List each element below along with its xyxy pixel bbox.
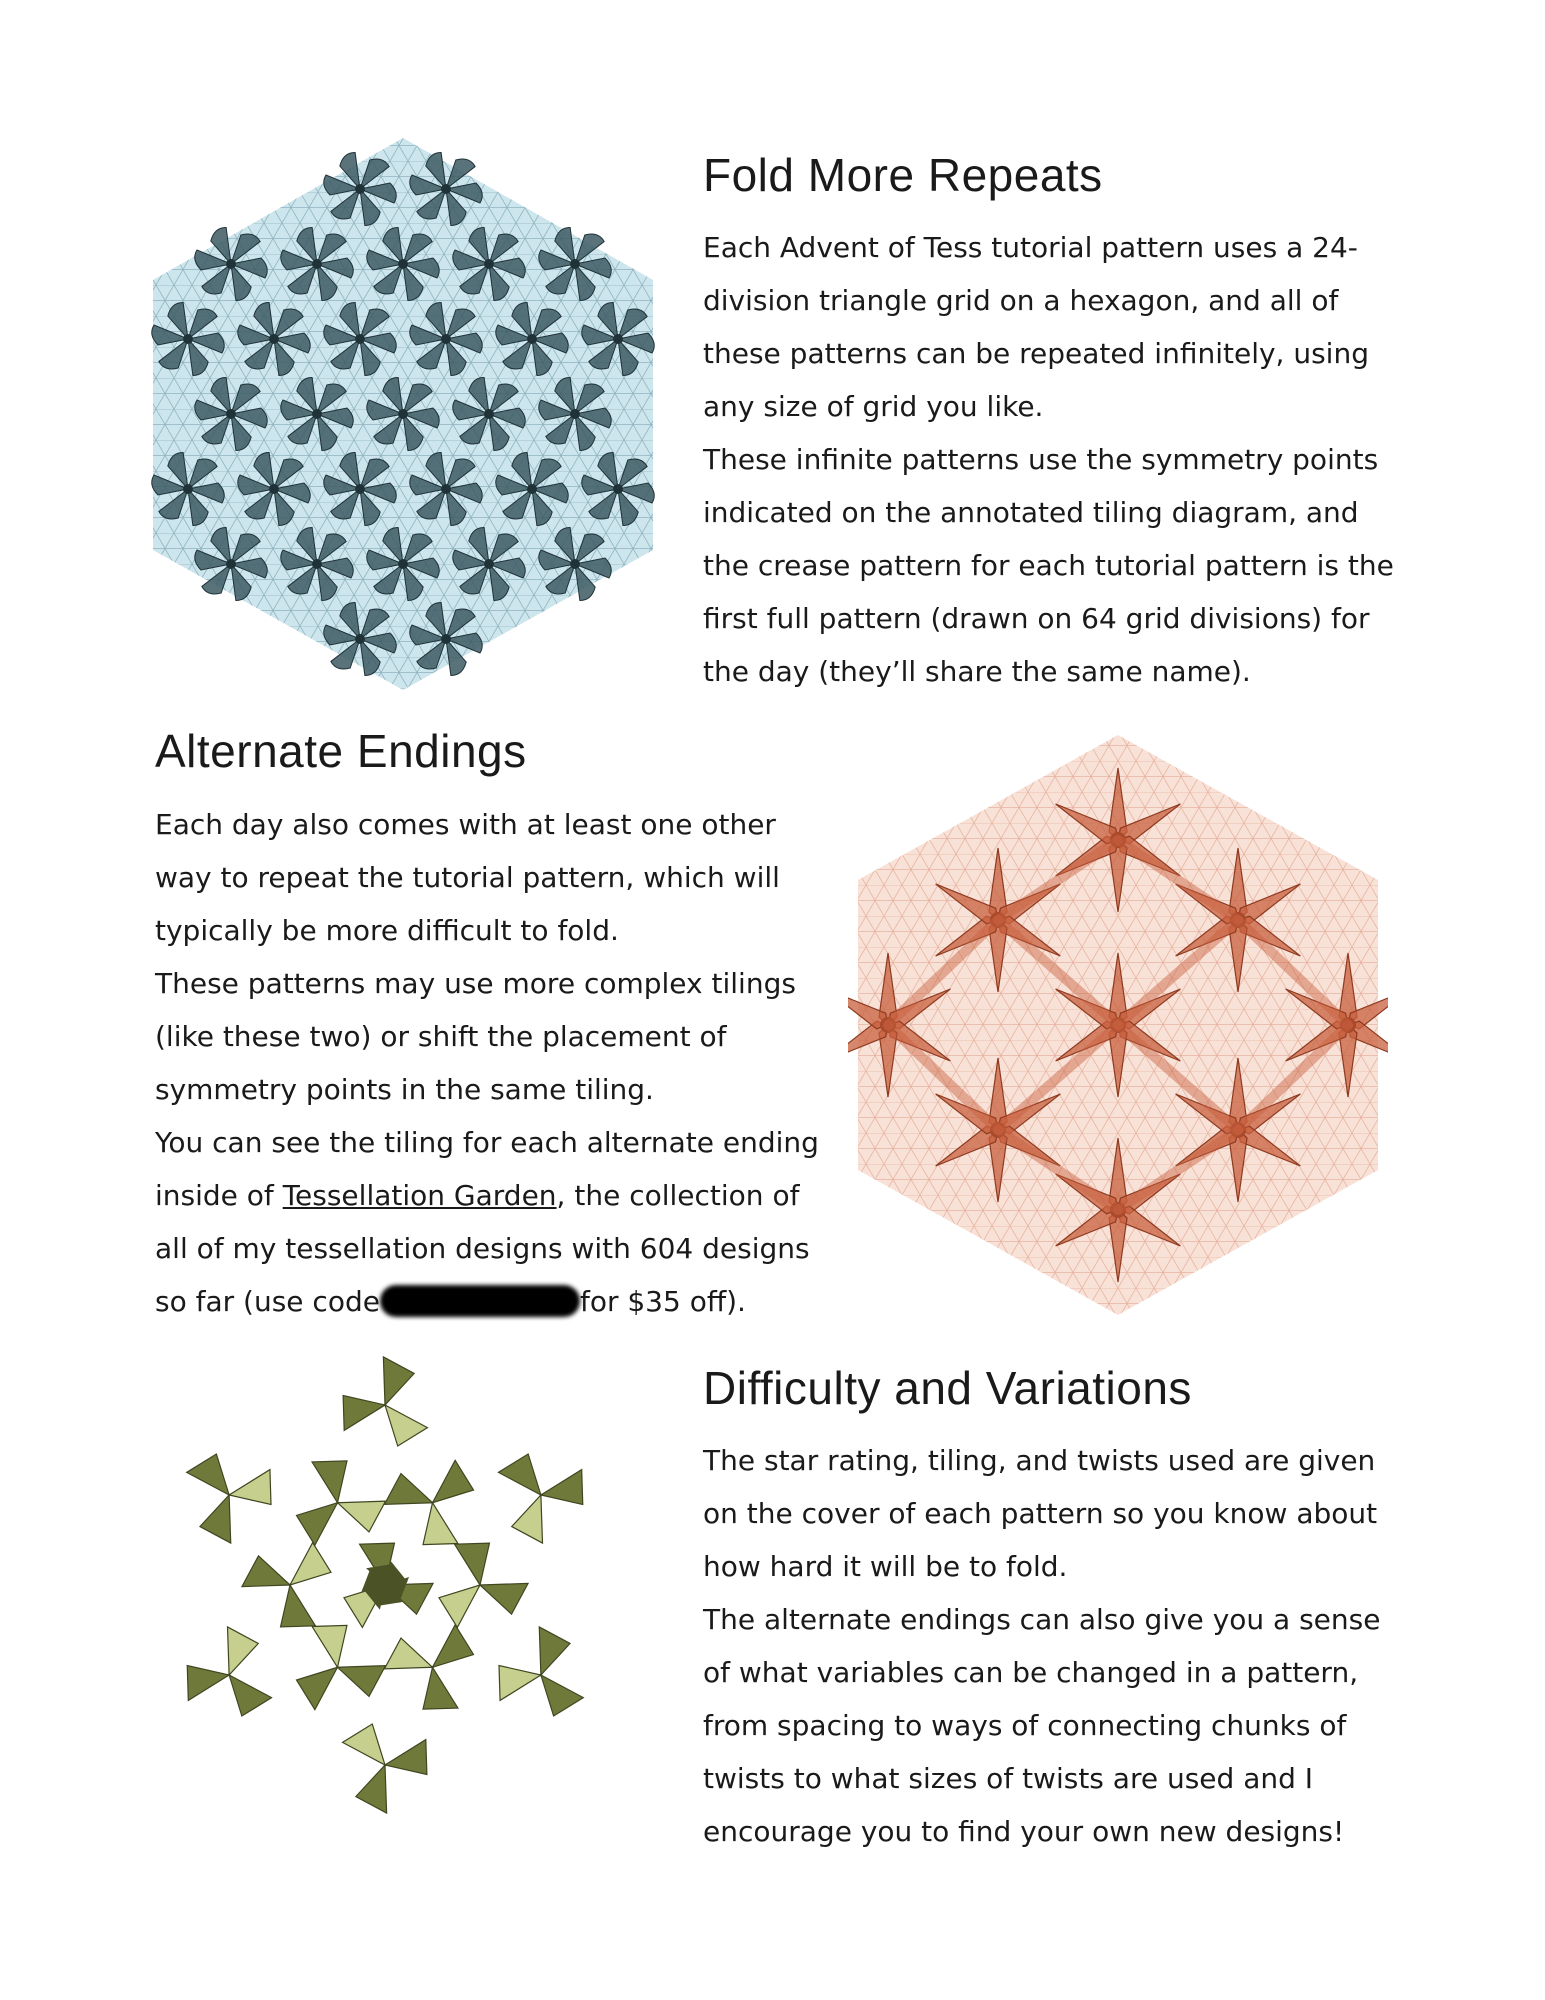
green-tessellation-image: [160, 1355, 610, 1815]
alternate-endings-heading: Alternate Endings: [155, 725, 527, 777]
fold-more-text: [703, 221, 1403, 698]
fold-more-heading: Fold More Repeats: [703, 149, 1103, 201]
difficulty-paragraph-2: The alternate endings can also give you a sense of what variables can be changed in a pattern, from spacing to ways of connecting chunks of twists to what sizes of twists are used and I encourage you to find your own new designs!: [703, 1603, 1381, 1848]
orange-tessellation-image: [848, 730, 1388, 1320]
alternate-p3-end: for $35 off).: [579, 1285, 746, 1318]
fold-more-paragraph-2: These infinite patterns use the symmetry points indicated on the annotated tiling diagram, and the crease pattern for each tutorial pattern is the first full pattern (drawn on 64 grid divisions) for the day (they’ll share the same name).: [703, 443, 1394, 688]
fold-more-paragraph-1: Each Advent of Tess tutorial pattern uses a 24-division triangle grid on a hexagon, and all of these patterns can be repeated infinitely, using any size of grid you like.: [703, 231, 1369, 423]
green-twist: [173, 1619, 281, 1735]
alternate-paragraph-3: [155, 1116, 835, 1328]
alternate-p3-start: You can see the tiling for each alternate ending inside of: [155, 1126, 819, 1212]
redacted-code: [380, 1285, 580, 1317]
difficulty-text: [703, 1434, 1403, 1858]
difficulty-heading: Difficulty and Variations: [703, 1362, 1192, 1414]
green-twist: [161, 1429, 290, 1558]
alternate-p3-middle: , the collection of all of my tessellation designs with 604 designs so far (use code: [155, 1179, 810, 1318]
green-twist: [277, 1446, 393, 1554]
green-twist: [328, 1714, 444, 1815]
green-twist: [479, 1611, 608, 1740]
tessellation-garden-link[interactable]: Tessellation Garden: [282, 1179, 557, 1212]
alternate-paragraph-1: Each day also comes with at least one other way to repeat the tutorial pattern, which will typically be more difficult to fold.: [155, 808, 780, 947]
green-twist: [377, 1615, 493, 1723]
blue-tessellation-image: [138, 130, 668, 695]
alternate-endings-text: [155, 798, 835, 1328]
alternate-paragraph-2: These patterns may use more complex tilings (like these two) or shift the placement of symmetry points in the same tiling.: [155, 967, 796, 1106]
green-twist: [489, 1435, 597, 1551]
difficulty-paragraph-1: The star rating, tiling, and twists used are given on the cover of each pattern so you know about how hard it will be to fold.: [703, 1444, 1378, 1583]
green-twist: [326, 1355, 442, 1456]
